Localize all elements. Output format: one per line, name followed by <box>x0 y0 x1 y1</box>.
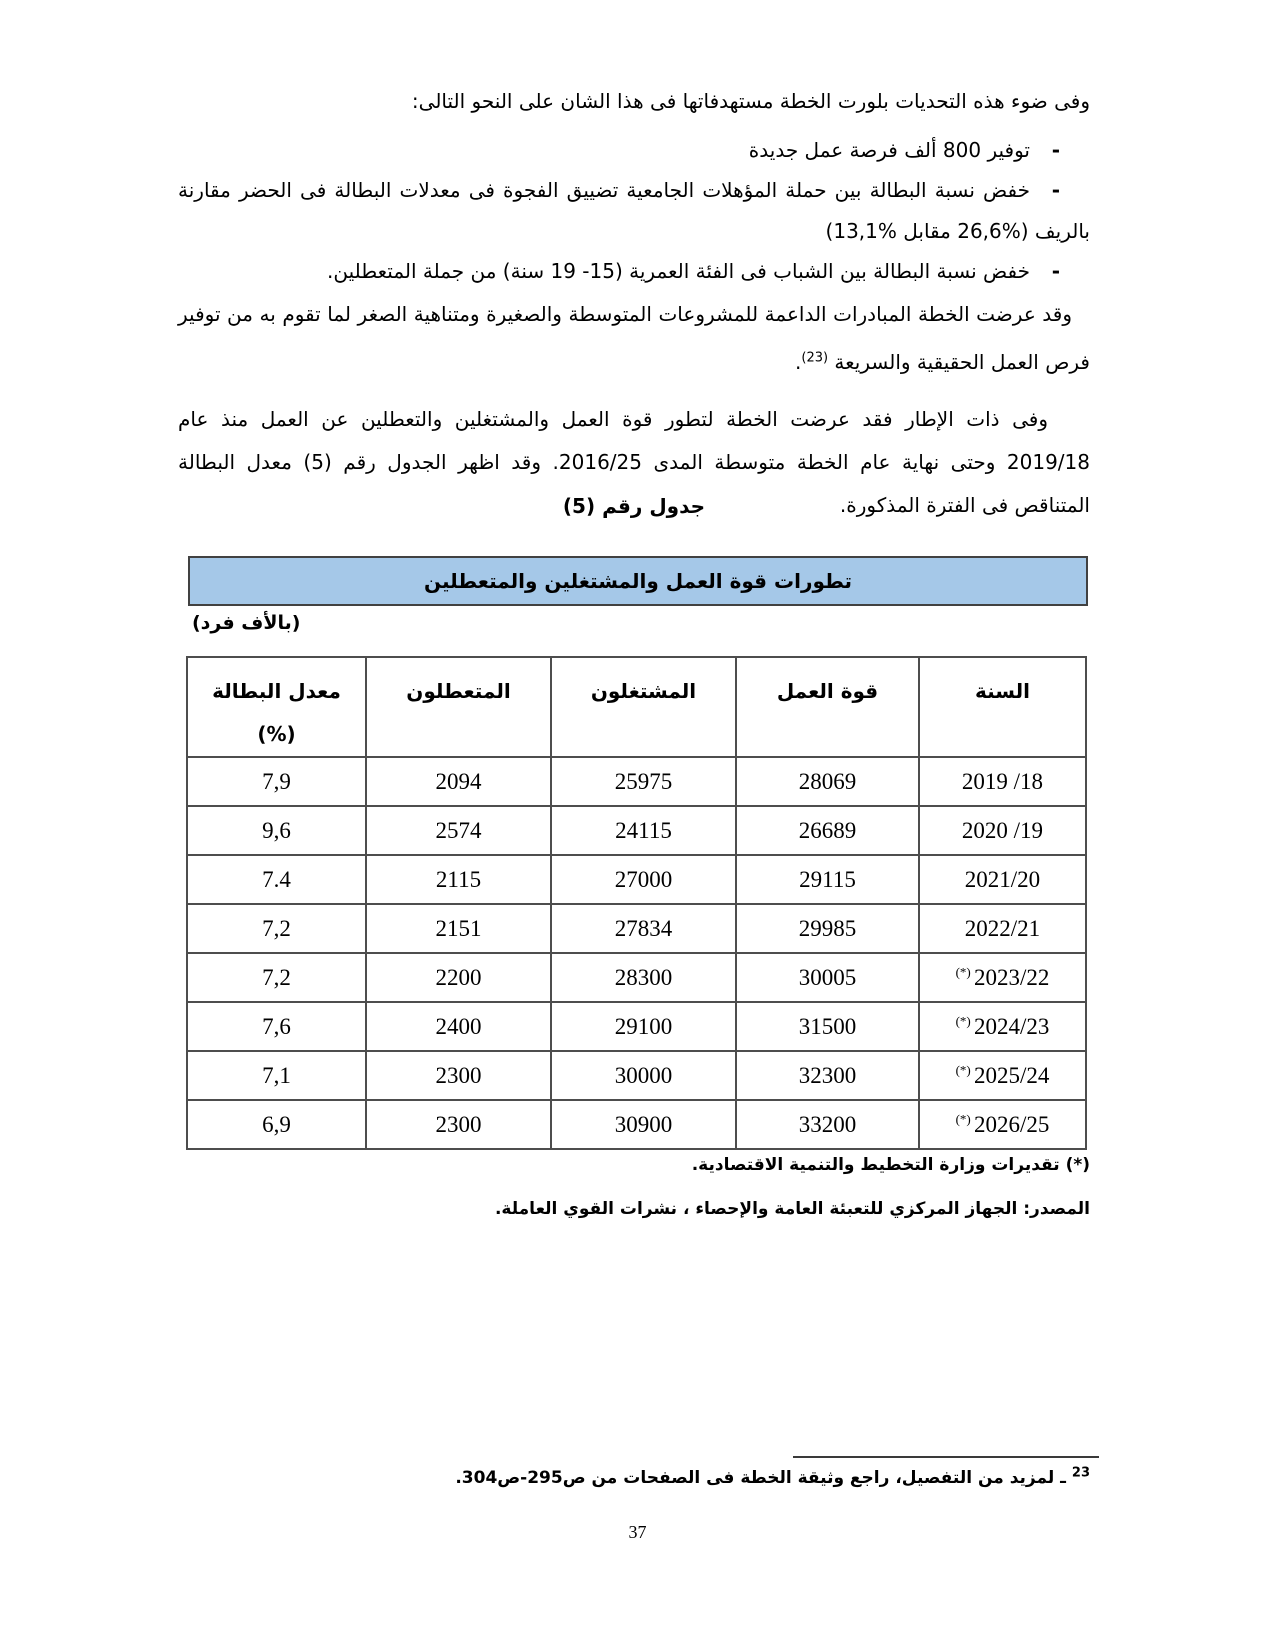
unemployment-rate-value: 7,2 <box>187 904 366 953</box>
year-cell <box>919 1051 1086 1100</box>
footnote-separator <box>793 1456 1099 1458</box>
table-header-row <box>187 657 1086 757</box>
table-row <box>187 953 1086 1002</box>
unemployed-value: 2300 <box>366 1100 551 1149</box>
bullet-item-graduates <box>178 170 1090 251</box>
year-cell <box>919 904 1086 953</box>
table-row <box>187 1002 1086 1051</box>
bullet-text: خفض نسبة البطالة بين الشباب فى الفئة العمرية (15- 19 سنة) من جملة المتعطلين. <box>326 259 1030 284</box>
footnote-text: ـ لمزيد من التفصيل، راجع وثيقة الخطة فى الصفحات من ص295-ص304. <box>455 1468 1072 1488</box>
unemployed-value: 2400 <box>366 1002 551 1051</box>
unemployed-value: 2574 <box>366 806 551 855</box>
estimate-star: (*) <box>955 1012 975 1028</box>
rate-header-line1: معدل البطالة <box>212 679 341 703</box>
unemployment-rate-value: 7,6 <box>187 1002 366 1051</box>
bullet-text: خفض نسبة البطالة بين حملة المؤهلات الجامعية تضييق الفجوة فى معدلات البطالة فى الحضر مقارنة بالريف (%26,6 مقابل %13,1) <box>178 178 1090 243</box>
paragraph-labor-force: وفى ذات الإطار فقد عرضت الخطة لتطور قوة العمل والمشتغلين والتعطلين عن العمل منذ عام 2019/18 وحتى نهاية عام الخطة متوسطة المدى 2016/25. وقد اظهر الجدول رقم (5) معدل البطالة المتناقص فى الفترة المذكورة. <box>178 407 1090 517</box>
bullet-dash-icon: - <box>1051 259 1060 284</box>
labor-force-value: 26689 <box>736 806 919 855</box>
column-header-employed: المشتغلون <box>551 657 736 757</box>
year-cell <box>919 855 1086 904</box>
table-footnote-estimates: (*) تقديرات وزارة التخطيط والتنمية الاقتصادية. <box>691 1155 1090 1175</box>
column-header-labor-force: قوة العمل <box>736 657 919 757</box>
employed-value: 29100 <box>551 1002 736 1051</box>
unemployment-rate-value: 9,6 <box>187 806 366 855</box>
bullet-dash-icon: - <box>1051 138 1060 162</box>
column-header-unemployment-rate <box>187 657 366 757</box>
intro-paragraph: وفى ضوء هذه التحديات بلورت الخطة مستهدفاتها فى هذا الشان على النحو التالى: <box>411 89 1090 113</box>
unemployment-rate-value: 7,9 <box>187 757 366 806</box>
paragraph-text: وقد عرضت الخطة المبادرات الداعمة للمشروعات المتوسطة والصغيرة ومتناهية الصغر لما تقوم به من توفير فرص العمل الحقيقية والسريعة <box>178 302 1090 374</box>
employed-value: 27834 <box>551 904 736 953</box>
table-row <box>187 1051 1086 1100</box>
table-row <box>187 806 1086 855</box>
table-row <box>187 855 1086 904</box>
page-footnote-23 <box>178 1465 1090 1488</box>
paragraph-text: . <box>795 350 802 374</box>
year-value: 2019 /18 <box>961 768 1044 794</box>
employed-value: 30000 <box>551 1051 736 1100</box>
year-value: 2021/20 <box>964 866 1041 892</box>
unemployed-value: 2151 <box>366 904 551 953</box>
table-unit-note: (بالأف فرد) <box>192 612 301 634</box>
page-number: 37 <box>628 1522 647 1542</box>
bullet-item-youth <box>178 251 1090 291</box>
year-value: 2023/22 <box>974 964 1050 990</box>
year-value: 2024/23 <box>974 1013 1050 1039</box>
employed-value: 25975 <box>551 757 736 806</box>
column-header-unemployed: المتعطلون <box>366 657 551 757</box>
table-row <box>187 904 1086 953</box>
labor-force-table <box>186 656 1087 1150</box>
year-cell <box>919 806 1086 855</box>
table-footnote-source: المصدر: الجهاز المركزي للتعبئة العامة والإحصاء ، نشرات القوي العاملة. <box>494 1199 1090 1219</box>
unemployment-rate-value: 7.4 <box>187 855 366 904</box>
labor-force-value: 31500 <box>736 1002 919 1051</box>
employed-value: 24115 <box>551 806 736 855</box>
labor-force-value: 33200 <box>736 1100 919 1149</box>
estimate-star: (*) <box>955 1110 975 1126</box>
employed-value: 30900 <box>551 1100 736 1149</box>
labor-force-value: 32300 <box>736 1051 919 1100</box>
year-cell <box>919 953 1086 1002</box>
bullet-text: توفير 800 ألف فرصة عمل جديدة <box>748 138 1030 162</box>
year-value: 2020 /19 <box>961 817 1044 843</box>
estimate-star: (*) <box>955 1061 975 1077</box>
labor-force-value: 29115 <box>736 855 919 904</box>
paragraph-initiatives <box>178 290 1090 386</box>
footnote-number: 23 <box>1071 1465 1090 1481</box>
bullet-dash-icon: - <box>1051 178 1060 203</box>
table-row <box>187 1100 1086 1149</box>
table-caption: جدول رقم (5) <box>562 494 706 518</box>
employed-value: 28300 <box>551 953 736 1002</box>
column-header-year: السنة <box>919 657 1086 757</box>
labor-force-value: 30005 <box>736 953 919 1002</box>
labor-force-value: 29985 <box>736 904 919 953</box>
table-title-banner: تطورات قوة العمل والمشتغلين والمتعطلين <box>188 556 1088 606</box>
unemployed-value: 2115 <box>366 855 551 904</box>
unemployed-value: 2200 <box>366 953 551 1002</box>
year-cell <box>919 1002 1086 1051</box>
year-value: 2022/21 <box>964 915 1041 941</box>
unemployment-rate-value: 7,1 <box>187 1051 366 1100</box>
year-value: 2025/24 <box>974 1062 1050 1088</box>
rate-header-line2: (%) <box>257 722 296 746</box>
unemployed-value: 2094 <box>366 757 551 806</box>
year-cell <box>919 757 1086 806</box>
table-row <box>187 757 1086 806</box>
bullet-item-jobs <box>178 130 1090 170</box>
estimate-star: (*) <box>955 963 975 979</box>
footnote-reference-23: (23) <box>801 350 829 366</box>
employed-value: 27000 <box>551 855 736 904</box>
year-value: 2026/25 <box>974 1111 1050 1137</box>
labor-force-value: 28069 <box>736 757 919 806</box>
unemployment-rate-value: 7,2 <box>187 953 366 1002</box>
year-cell <box>919 1100 1086 1149</box>
bullet-list <box>178 130 1090 292</box>
unemployed-value: 2300 <box>366 1051 551 1100</box>
unemployment-rate-value: 6,9 <box>187 1100 366 1149</box>
